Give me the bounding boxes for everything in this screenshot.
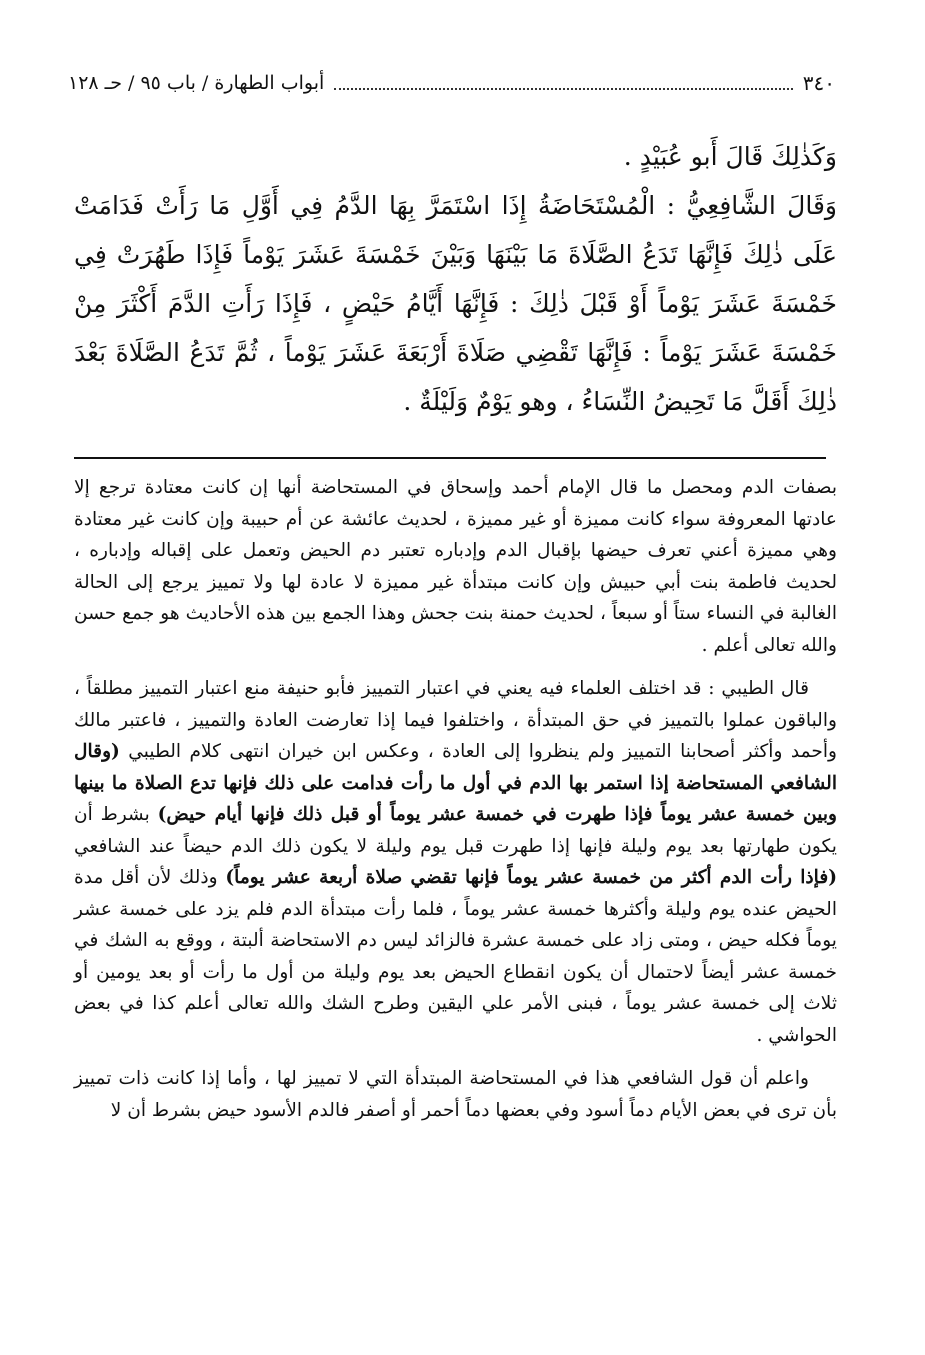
footnote-paragraph-3: واعلم أن قول الشافعي هذا في المستحاضة المبتدأة التي لا تمييز لها ، وأما إذا كانت ذات تمييز بأن ترى في بعض الأيام دماً أسود وفي بعضها دماً أحمر أو أصفر فالدم الأسود حيض بشرط أن لا [74,1068,837,1121]
page-number: ٣٤٠ [802,71,835,95]
footnote-paragraph-1: بصفات الدم ومحصل ما قال الإمام أحمد وإسحاق في المستحاضة أنها إن كانت معتادة ترجع إلا عادتها المعروفة سواء كانت مميزة أو غير مميزة ، لحديث عائشة عن أم حبيبة وإن كانت غير معتادة وهي مميزة أعني تعرف حيضها بإقبال الدم وإدباره تعتبر دم الحيض وتعمل على إقباله وإدباره ، لحديث فاطمة بنت أبي حبيش وإن كانت مبتدأة غير مميزة لا عادة لها ولا تمييز يرجع إلى الحالة الغالبة في النساء ستاً أو سبعاً ، لحديث حمنة بنت جحش وهذا الجمع بين هذه الأحاديث هو جمع حسن والله تعالى أعلم . [74,477,837,656]
footnote-tibi-quote: قال الطيبي : قد اختلف العلماء فيه يعني في اعتبار التمييز فأبو حنيفة منع اعتبار التمييز مطلقاً ، والباقون عملوا بالتمييز في حق المبتدأة ، واختلفوا فيما إذا تعارضت العادة والتمييز ، فاعتبر مالك وأحمد وأكثر أصحابنا التمييز ولم ينظروا إلى العادة ، وعكس ابن خيران انتهى كلام الطيبي [74,678,838,762]
running-title: أبواب الطهارة / باب ٩٥ / حـ ١٢٨ [68,72,325,94]
main-text [74,132,837,426]
footnote-paragraph-2 [74,673,837,1051]
page-header [68,68,835,98]
main-paragraph-shafii: وَقَالَ الشَّافِعِيُّ : الْمُسْتَحَاضَةُ إِذَا اسْتَمَرَّ بِهَا الدَّمُ فِي أَوَّلِ مَا رَأَتْ فَدَامَتْ عَلَى ذٰلِكَ فَإِنَّهَا تَدَعُ الصَّلَاةَ مَا بَيْنَهَا وَبَيْنَ خَمْسَةَ عَشَرَ يَوْماً فَإِذَا طَهُرَتْ فِي خَمْسَةَ عَشَرَ يَوْماً أَوْ قَبْلَ ذٰلِكَ : فَإِنَّهَا أَيَّامُ حَيْضٍ ، فَإِذَا رَأَتِ الدَّمَ أَكْثَرَ مِنْ خَمْسَةَ عَشَرَ يَوْماً : فَإِنَّهَا تَقْضِي صَلَاةَ أَرْبَعَةَ عَشَرَ يَوْماً ، ثُمَّ تَدَعُ الصَّلَاةَ بَعْدَ ذٰلِكَ أَقَلَّ مَا تَحِيضُ النِّسَاءُ ، وهو يَوْمٌ وَلَيْلَةٌ . [74,191,837,416]
footnote-condition: بشرط أن يكون طهارتها بعد يوم وليلة فإنها إذا طهرت قبل يوم وليلة لا يكون ذلك الدم حيضاً عند الشافعي [74,804,837,857]
footnote-divider [74,457,826,459]
footnote-bold-quote-2: (فإذا رأت الدم أكثر من خمسة عشر يوماً فإنها تقضي صلاة أربعة عشر يوماً) [225,867,838,888]
footnote-bold-quote-1: (وقال الشافعي المستحاضة إذا استمر بها الدم في أول ما رأت فدامت على ذلك فإنها تدع الصلاة ما بينها وبين خمسة عشر يوماً فإذا طهرت في خمسة عشر يوماً أو قبل ذلك فإنها أيام حيض) [74,741,837,825]
header-dot-leader [334,84,792,90]
footnote-explanation: وذلك لأن أقل مدة الحيض عنده يوم وليلة وأكثرها خمسة عشر يوماً ، فلما رأت مبتدأة الدم فلم يزد على خمسة عشر يوماً فكله حيض ، ومتى زاد على خمسة عشرة فالزائد ليس دم الاستحاضة ألبتة ، ووقع به الشك في خمسة عشر أيضاً لاحتمال أن يكون انقطاع الحيض بعد يوم وليلة من أول ما رأت أو بعد يومين أو ثلاث إلى خمسة عشر يوماً ، فبنى الأمر علي اليقين وطرح الشك والله تعالى أعلم كذا في بعض الحواشي . [74,867,837,1046]
footnotes [74,472,837,1126]
main-line-abu-ubaid: وَكَذٰلِكَ قَالَ أَبو عُبَيْدٍ . [623,142,837,171]
